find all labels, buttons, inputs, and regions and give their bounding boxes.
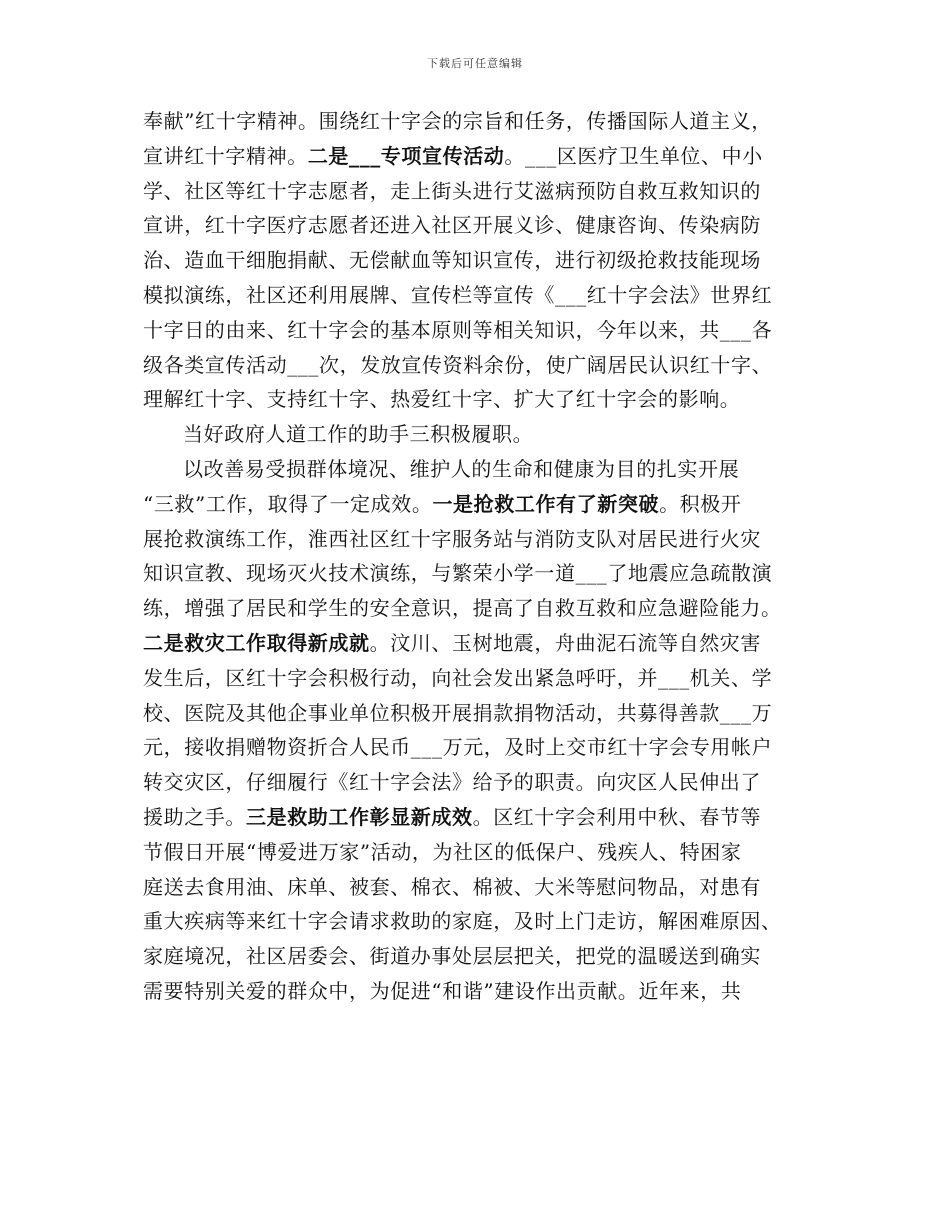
text-line: 重大疾病等来红十字会请求救助的家庭，及时上门走访，解困难原因、	[143, 909, 782, 934]
text-line: 级各类宣传活动___次，发放宣传资料余份，使广阔居民认识红十字、	[143, 352, 773, 377]
text-line: 治、造血干细胞捐献、无偿献血等知识宣传，进行初级抢救技能现场	[143, 248, 761, 273]
text-line: 十字日的由来、红十字会的基本原则等相关知识，今年以来，共___各	[143, 317, 773, 342]
bold-text: 二是___专项宣传活动	[307, 143, 505, 168]
text-run: 援助之手。	[143, 804, 246, 829]
text-run: 宣讲红十字精神。	[143, 143, 308, 168]
text-line: 家庭境况，社区居委会、街道办事处层层把关，把党的温暖送到确实	[143, 944, 761, 969]
bold-text: 一是抢救工作有了新突破	[432, 491, 660, 516]
bold-text: 二是救灾工作取得新成就	[143, 630, 370, 655]
paragraph-three-rescues	[143, 452, 813, 1009]
text-line: 展抢救演练工作，淮西社区红十字服务站与消防支队对居民进行火灾	[143, 526, 761, 551]
text-line: 转交灾区，仔细履行《红十字会法》给予的职责。向灾区人民伸出了	[143, 770, 761, 795]
text-line: 校、医院及其他企事业单位积极开展捐款捐物活动，共募得善款___万	[143, 700, 773, 725]
text-run: 。积极开	[659, 491, 742, 516]
text-line: 理解红十字、支持红十字、热爱红十字、扩大了红十字会的影响。	[143, 387, 741, 412]
paragraph-publicity	[143, 104, 813, 417]
text-line: 元，接收捐赠物资折合人民币___万元，及时上交市红十字会专用帐户	[143, 735, 773, 760]
text-line: 宣讲，红十字医疗志愿者还进入社区开展义诊、健康咨询、传染病防	[143, 213, 761, 238]
document-body	[143, 104, 813, 1009]
page-header: 下载后可任意编辑	[427, 57, 523, 70]
text-line: 当好政府人道工作的助手三积极履职。	[183, 422, 534, 447]
section-heading	[143, 417, 813, 452]
text-line: 以改善易受损群体境况、维护人的生命和健康为目的扎实开展	[183, 456, 740, 481]
text-line: 学、社区等红十字志愿者，走上街头进行艾滋病预防自救互救知识的	[143, 178, 761, 203]
text-run: 。汶川、玉树地震，舟曲泥石流等自然灾害	[369, 630, 762, 655]
text-line: 奉献”红十字精神。围绕红十字会的宗旨和任务，传播国际人道主义，	[143, 109, 772, 133]
text-line: 发生后，区红十字会积极行动，向社会发出紧急呼吁，并___机关、学	[143, 665, 773, 690]
text-line	[143, 139, 813, 174]
text-line: 模拟演练，社区还利用展牌、宣传栏等宣传《___红十字会法》世界红	[143, 282, 773, 307]
text-line	[143, 487, 813, 522]
text-line: 练，增强了居民和学生的安全意识，提高了自救互救和应急避险能力。	[143, 596, 782, 621]
text-line: 庭送去食用油、床单、被套、棉衣、棉被、大米等慰问物品，对患有	[143, 874, 761, 899]
text-line: 知识宣教、现场灭火技术演练，与繁荣小学一道___了地震应急疏散演	[143, 561, 773, 586]
text-line	[143, 800, 813, 835]
bold-text: 三是救助工作彰显新成效	[246, 804, 473, 829]
text-run: 。区红十字会利用中秋、春节等	[472, 804, 762, 829]
text-run: 。___区医疗卫生单位、中小	[504, 143, 763, 168]
text-line: 节假日开展“博爱进万家”活动，为社区的低保户、残疾人、特困家	[143, 839, 742, 864]
text-line	[143, 626, 813, 661]
text-line: 需要特别关爱的群众中，为促进“和谐”建设作出贡献。近年来，共	[143, 978, 742, 1003]
text-run: “三救”工作，取得了一定成效。	[143, 491, 433, 516]
